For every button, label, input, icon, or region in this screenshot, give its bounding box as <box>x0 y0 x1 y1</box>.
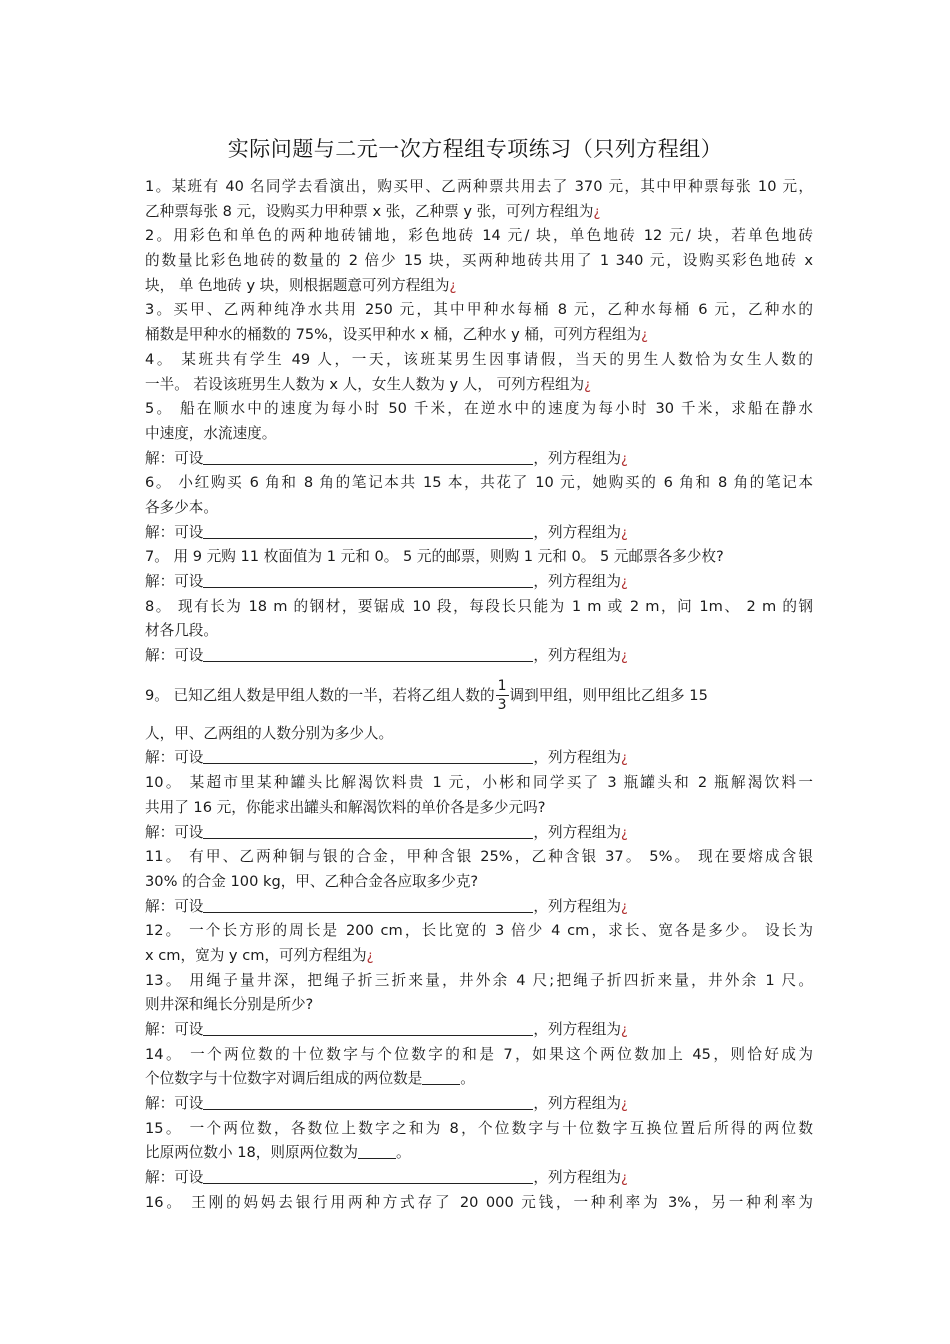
q5-line-2: 中速度，水流速度。 <box>145 424 277 442</box>
q13-answer-line: 解：可设 ，列方程组为¿ <box>145 1021 628 1038</box>
q16-line-1: 16。 王刚的妈妈去银行用两种方式存了 20 000 元钱，一种利率为 3%，另一种利率为 <box>145 1193 813 1211</box>
q9-line-1: 9。 已知乙组人数是甲组人数的一半，若将乙组人数的 $\frac{1}{3}$ 调到甲组，则甲组比乙组多 15 <box>145 678 708 714</box>
q5-answer-line: 解：可设 ，列方程组为¿ <box>145 449 628 467</box>
q6-line-1: 6。 小红购买 6 角和 8 角的笔记本共 15 本，共花了 10 元，她购买的 6 角和 8 角的笔记本 <box>145 474 813 492</box>
q2-line-1: 2。用彩色和单色的两种地砖铺地，彩色地砖 14 元/ 块，单色地砖 12 元/ 块，若单色地砖 <box>145 227 813 245</box>
exercise-list <box>145 175 813 1216</box>
marker-glyph: ¿ <box>584 377 592 393</box>
q10-line-2: 共用了 16 元，你能求出罐头和解渴饮料的单价各是多少元吗? <box>145 798 546 816</box>
answer-blank[interactable] <box>203 1020 533 1036</box>
q8-line-2: 材各几段。 <box>145 622 218 640</box>
q4-line-2: 一半。 若设该班男生人数为 x 人，女生人数为 y 人， 可列方程组为¿ <box>145 375 592 393</box>
answer-blank[interactable] <box>203 748 533 764</box>
marker-glyph: ¿ <box>449 278 457 294</box>
q9-answer-line: 解：可设 ，列方程组为¿ <box>145 749 628 767</box>
q11-answer-line: 解：可设 ，列方程组为¿ <box>145 897 628 915</box>
q15-line-1: 15。 一个两位数，各数位上数字之和为 8，个位数字与十位数字互换位置后所得的两位数 <box>145 1119 813 1137</box>
answer-blank[interactable] <box>203 1168 533 1184</box>
fraction-one-third: $\frac{1}{3}$ <box>497 678 507 714</box>
answer-blank[interactable] <box>203 646 533 662</box>
q15-line-2: 比原两位数小 18，则原两位数为 。 <box>145 1144 411 1162</box>
q14-line-2: 个位数字与十位数字对调后组成的两位数是 。 <box>145 1070 475 1088</box>
answer-blank[interactable] <box>203 823 533 839</box>
q11-line-2: 30% 的合金 100 kg，甲、乙种合金各应取多少克? <box>145 872 479 890</box>
marker-glyph: ¿ <box>620 825 628 841</box>
q12-line-1: 12。 一个长方形的周长是 200 cm，长比宽的 3 倍少 4 cm，求长、宽各是多少。 设长为 <box>145 922 813 940</box>
answer-blank[interactable] <box>203 523 533 539</box>
q10-answer-line: 解：可设 ，列方程组为¿ <box>145 823 628 841</box>
q5-line-1: 5。 船在顺水中的速度为每小时 50 千米，在逆水中的速度为每小时 30 千米，求船在静水 <box>145 400 813 418</box>
q1-line-2: 乙种票每张 8 元，设购买力甲种票 x 张，乙种票 y 张，可列方程组为¿ <box>145 202 601 220</box>
fill-blank[interactable] <box>358 1143 396 1159</box>
answer-blank[interactable] <box>203 897 533 913</box>
q14-line-1: 14。 一个两位数的十位数字与个位数字的和是 7，如果这个两位数加上 45，则恰好成为 <box>145 1045 813 1063</box>
marker-glyph: ¿ <box>593 204 601 220</box>
q12-line-2: x cm，宽为 y cm，可列方程组为¿ <box>145 946 374 964</box>
q14-answer-line: 解：可设 ，列方程组为¿ <box>145 1095 628 1113</box>
page-title: 实际问题与二元一次方程组专项练习（只列方程组） <box>227 137 723 161</box>
q6-line-2: 各多少本。 <box>145 498 218 516</box>
answer-blank[interactable] <box>203 1094 533 1110</box>
q10-line-1: 10。 某超市里某种罐头比解渴饮料贵 1 元，小彬和同学买了 3 瓶罐头和 2 瓶解渴饮料一 <box>145 774 813 792</box>
marker-glyph: ¿ <box>620 1171 628 1187</box>
marker-glyph: ¿ <box>620 649 628 665</box>
q4-line-1: 4。 某班共有学生 49 人，一天，该班某男生因事请假，当天的男生人数恰为女生人数的 <box>145 350 813 368</box>
q6-answer-line: 解：可设 ，列方程组为¿ <box>145 523 628 541</box>
q1-line-1: 1。某班有 40 名同学去看演出，购买甲、乙两种票共用去了 370 元，其中甲种票每张 10 元， <box>145 178 813 195</box>
answer-blank[interactable] <box>203 572 533 588</box>
q15-answer-line: 解：可设 ，列方程组为¿ <box>145 1169 628 1187</box>
marker-glyph: ¿ <box>366 948 374 964</box>
q2-line-2: 的数量比彩色地砖的数量的 2 倍少 15 块，买两种地砖共用了 1 340 元，设购买彩色地砖 x <box>145 252 813 270</box>
q7-line-1: 7。 用 9 元购 11 枚面值为 1 元和 0。 5 元的邮票，则购 1 元和 0。 5 元邮票各多少枚? <box>145 548 724 566</box>
marker-glyph: ¿ <box>620 1097 628 1113</box>
q8-answer-line: 解：可设 ，列方程组为¿ <box>145 647 628 665</box>
marker-glyph: ¿ <box>620 575 628 590</box>
marker-glyph: ¿ <box>620 451 628 467</box>
marker-glyph: ¿ <box>641 328 649 344</box>
q9-line-2: 人，甲、乙两组的人数分别为多少人。 <box>145 724 394 742</box>
q3-line-1: 3。买甲、乙两种纯净水共用 250 元，其中甲种水每桶 8 元，乙种水每桶 6 元，乙种水的 <box>145 301 813 319</box>
q8-line-1: 8。 现有长为 18 m 的钢材，要锯成 10 段，每段长只能为 1 m 或 2 m，问 1m、 2 m 的钢 <box>145 597 813 615</box>
marker-glyph: ¿ <box>620 751 628 767</box>
q13-line-2: 则井深和绳长分别是所少? <box>145 996 314 1014</box>
q11-line-1: 11。 有甲、乙两种铜与银的合金，甲种含银 25%，乙种含银 37。 5%。 现在要熔成含银 <box>145 848 813 866</box>
q3-line-2: 桶数是甲种水的桶数的 75%，设买甲种水 x 桶，乙种水 y 桶，可列方程组为¿ <box>145 326 649 344</box>
answer-blank[interactable] <box>203 449 533 465</box>
marker-glyph: ¿ <box>620 525 628 541</box>
marker-glyph: ¿ <box>620 1023 628 1038</box>
marker-glyph: ¿ <box>620 899 628 915</box>
fill-blank[interactable] <box>422 1069 460 1085</box>
q2-line-3: 块， 单 色地砖 y 块，则根据题意可列方程组为¿ <box>145 276 457 294</box>
q13-line-1: 13。 用绳子量井深，把绳子折三折来量，井外余 4 尺;把绳子折四折来量，井外余 1 尺。 <box>145 971 813 989</box>
q7-answer-line: 解：可设 ，列方程组为¿ <box>145 573 628 590</box>
